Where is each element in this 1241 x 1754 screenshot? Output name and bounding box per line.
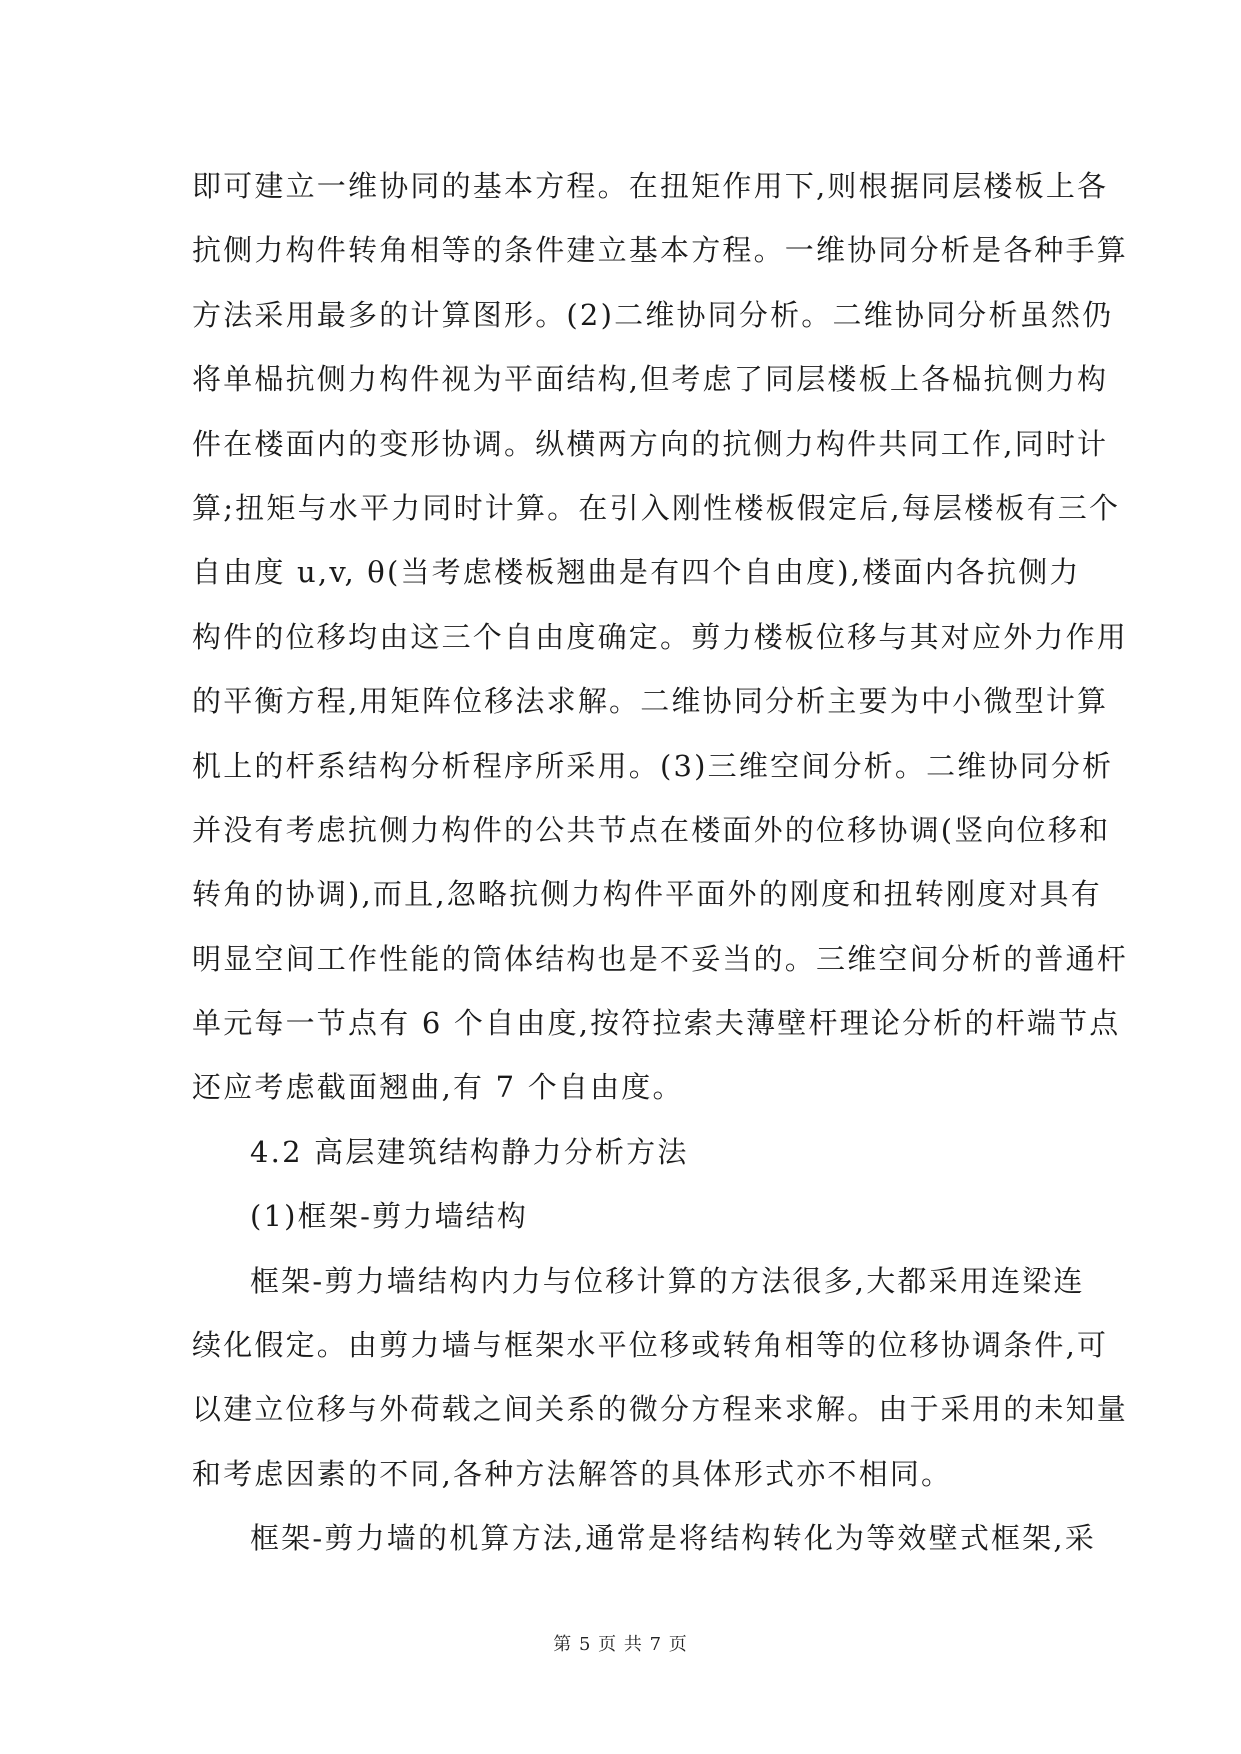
text-line: 件在楼面内的变形协调。纵横两方向的抗侧力构件共同工作,同时计: [192, 426, 1109, 461]
text-line: 和考虑因素的不同,各种方法解答的具体形式亦不相同。: [192, 1456, 953, 1491]
text-line: 自由度 u,v, θ(当考虑楼板翘曲是有四个自由度),楼面内各抗侧力: [192, 555, 1081, 590]
text-line: 明显空间工作性能的筒体结构也是不妥当的。三维空间分析的普通杆: [192, 941, 1129, 976]
document-body: [192, 154, 1129, 1571]
text-line: 的平衡方程,用矩阵位移法求解。二维协同分析主要为中小微型计算: [192, 684, 1109, 719]
text-line: 以建立位移与外荷载之间关系的微分方程来求解。由于采用的未知量: [192, 1392, 1129, 1427]
text-line: 还应考虑截面翘曲,有 7 个自由度。: [192, 1070, 684, 1105]
text-line: 抗侧力构件转角相等的条件建立基本方程。一维协同分析是各种手算: [192, 233, 1129, 268]
text-line: 续化假定。由剪力墙与框架水平位移或转角相等的位移协调条件,可: [192, 1328, 1109, 1363]
text-line: 框架-剪力墙结构内力与位移计算的方法很多,大都采用连梁连: [250, 1263, 1085, 1298]
text-line: 即可建立一维协同的基本方程。在扭矩作用下,则根据同层楼板上各: [192, 169, 1109, 203]
section-heading: 4.2 高层建筑结构静力分析方法: [250, 1134, 689, 1169]
text-line: 转角的协调),而且,忽略抗侧力构件平面外的刚度和扭转刚度对具有: [192, 877, 1102, 912]
text-line: 并没有考虑抗侧力构件的公共节点在楼面外的位移协调(竖向位移和: [192, 812, 1111, 847]
text-line: 方法采用最多的计算图形。(2)二维协同分析。二维协同分析虽然仍: [192, 297, 1114, 332]
text-line: 将单榀抗侧力构件视为平面结构,但考虑了同层楼板上各榀抗侧力构: [192, 362, 1109, 397]
subsection-heading: (1)框架-剪力墙结构: [250, 1199, 529, 1234]
text-line: 构件的位移均由这三个自由度确定。剪力楼板位移与其对应外力作用: [192, 619, 1129, 654]
text-line: 框架-剪力墙的机算方法,通常是将结构转化为等效壁式框架,采: [250, 1521, 1097, 1556]
text-line: 算;扭矩与水平力同时计算。在引入刚性楼板假定后,每层楼板有三个: [192, 490, 1121, 525]
text-line: 机上的杆系结构分析程序所采用。(3)三维空间分析。二维协同分析: [192, 748, 1114, 783]
text-line: 单元每一节点有 6 个自由度,按符拉索夫薄壁杆理论分析的杆端节点: [192, 1006, 1121, 1041]
page-number-footer: 第 5 页 共 7 页: [553, 1634, 688, 1655]
